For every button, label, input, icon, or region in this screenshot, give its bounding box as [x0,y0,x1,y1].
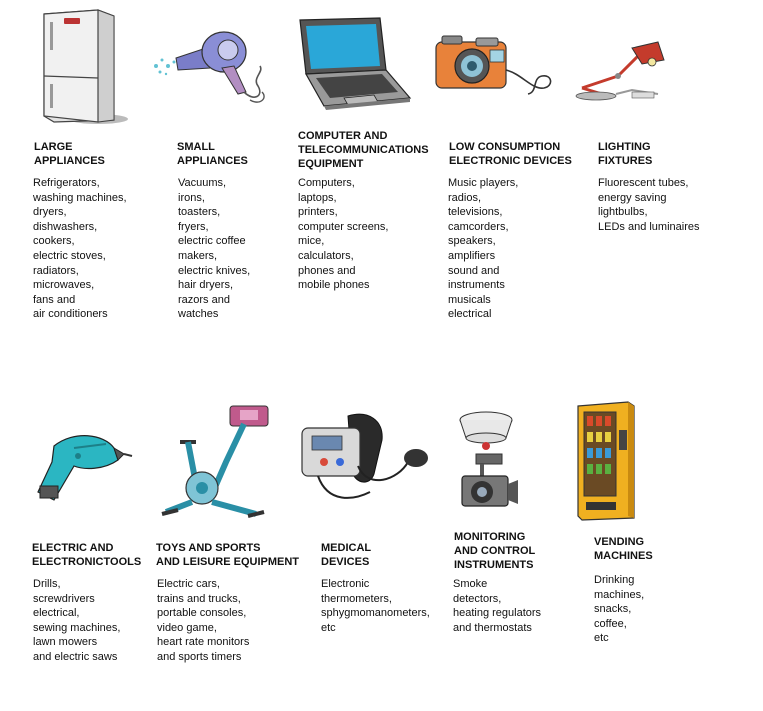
list-item: laptops, [298,191,337,204]
list-item: Fluorescent tubes, [598,177,689,189]
security-camera-icon [452,404,522,519]
list-item: detectors, [453,592,502,605]
list-item: electric knives, [178,264,251,277]
category-list-electric-tools [33,577,120,665]
list-item: electrical, [33,607,80,620]
list-item: calculators, [298,249,354,262]
list-item: radios, [448,191,482,204]
camera-icon [432,30,557,100]
category-title-monitoring: MONITORING AND CONTROL INSTRUMENTS [454,531,536,571]
category-title-toys-sports: TOYS AND SPORTS AND LEISURE EQUIPMENT [156,542,300,568]
list-item: air conditioners [33,308,108,321]
list-item: fryers, [178,220,209,233]
list-item: instruments [448,279,505,292]
hair-dryer-icon [150,22,270,107]
list-item: camcorders, [448,220,509,233]
list-item: video game, [157,621,217,634]
list-item: televisions, [448,206,503,219]
list-item: Smoke [453,578,488,590]
category-list-toys-sports [157,577,249,665]
category-list-large-appliances [33,176,127,322]
desk-lamp-icon [572,36,672,104]
blood-pressure-monitor-icon [298,410,433,510]
category-title-lighting: LIGHTING FIXTURES [598,141,653,167]
list-item: Refrigerators, [33,177,100,189]
list-item: Electronic [321,578,370,590]
category-title-small-appliances: SMALL APPLIANCES [177,141,248,167]
list-item: LEDs and luminaires [598,220,700,233]
list-item: toasters, [178,206,221,219]
list-item: mice, [298,235,325,248]
category-title-electric-tools: ELECTRIC AND ELECTRONICTOOLS [32,542,142,568]
list-item: and thermostats [453,621,532,634]
category-title-low-consumption: LOW CONSUMPTION ELECTRONIC DEVICES [449,141,572,167]
list-item: energy saving [598,191,667,204]
list-item: speakers, [448,235,496,248]
category-list-low-consumption [448,176,518,322]
list-item: sphygmomanometers, [321,607,430,620]
list-item: computer screens, [298,220,389,233]
list-item: razors and [178,293,230,306]
list-item: lawn mowers [33,636,98,649]
list-item: fans and [33,293,76,306]
list-item: amplifiers [448,249,496,262]
list-item: sound and [448,264,500,277]
category-title-computer-telecom: COMPUTER AND TELECOMMUNICATIONS EQUIPMENT [298,130,429,170]
list-item: thermometers, [321,592,392,605]
category-list-monitoring [453,577,541,635]
list-item: machines, [594,588,645,601]
list-item: electric stoves, [33,249,106,262]
category-title-large-appliances: LARGE APPLIANCES [34,141,105,167]
list-item: sewing machines, [33,621,121,634]
list-item: Music players, [448,177,519,189]
list-item: heart rate monitors [157,636,250,649]
list-item: etc [321,621,336,634]
list-item: cookers, [33,235,75,248]
list-item: makers, [178,249,218,262]
list-item: printers, [298,206,338,219]
list-item: musicals [448,293,491,306]
list-item: portable consoles, [157,607,247,620]
category-list-vending [594,573,644,646]
list-item: microwaves, [33,279,95,292]
list-item: heating regulators [453,607,542,620]
list-item: electrical [448,308,492,321]
category-title-vending: VENDING MACHINES [594,536,653,562]
refrigerator-icon [36,6,131,126]
list-item: and sports timers [157,650,242,663]
list-item: hair dryers, [178,279,234,292]
category-list-medical [321,577,430,635]
list-item: screwdrivers [33,592,95,605]
list-item: Vacuums, [178,177,227,189]
list-item: electric coffee [178,235,246,248]
list-item: coffee, [594,617,627,630]
list-item: Drills, [33,578,61,590]
category-list-lighting [598,176,700,234]
list-item: irons, [178,191,205,204]
drill-icon [34,426,134,502]
list-item: radiators, [33,264,79,277]
laptop-icon [294,14,414,114]
list-item: watches [178,308,219,321]
vending-machine-icon [574,400,639,522]
exercise-bike-icon [156,402,281,522]
list-item: Electric cars, [157,578,220,590]
list-item: snacks, [594,603,632,616]
list-item: dryers, [33,206,67,219]
list-item: dishwashers, [33,220,98,233]
list-item: Drinking [594,574,635,586]
category-list-small-appliances [178,176,250,322]
list-item: lightbulbs, [598,206,648,219]
list-item: Computers, [298,177,355,189]
list-item: and electric saws [33,650,118,663]
category-list-computer-telecom [298,176,388,293]
list-item: phones and [298,264,356,277]
list-item: etc [594,632,609,645]
list-item: trains and trucks, [157,592,241,605]
category-title-medical: MEDICAL DEVICES [321,542,372,568]
list-item: mobile phones [298,279,370,292]
list-item: washing machines, [33,191,127,204]
